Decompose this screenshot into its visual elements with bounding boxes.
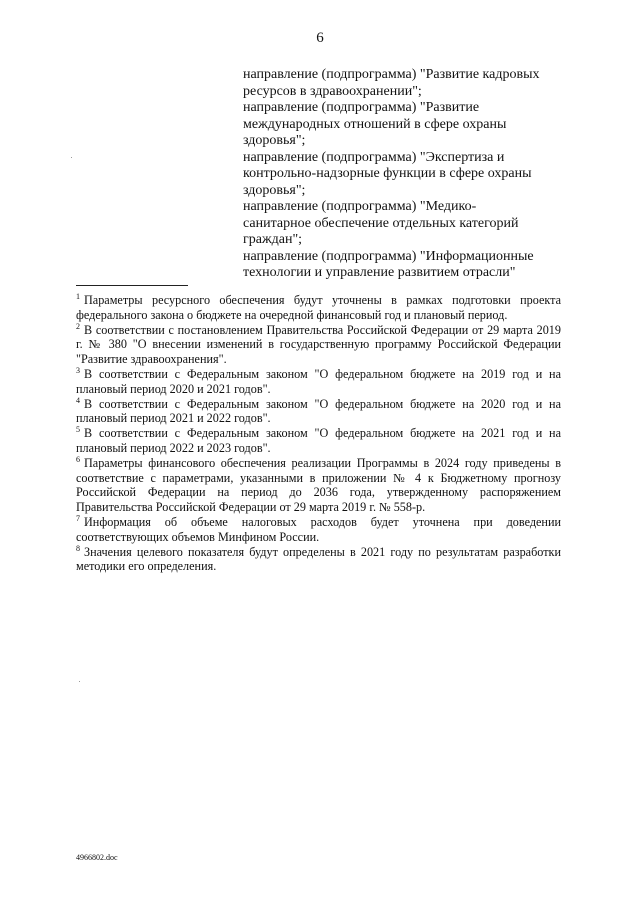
footnote-mark: 3 [76, 365, 80, 375]
subprogram-item: направление (подпрограмма) "Экспертиза и контрольно-надзорные функции в сфере охраны здоровья"; [243, 149, 532, 198]
footnotes-section [76, 293, 561, 574]
footnote [76, 367, 561, 397]
footnote [76, 323, 561, 367]
scan-speck [79, 681, 80, 682]
footnote-text: В соответствии с Федеральным законом "О федеральном бюджете на 2021 год и на плановый период 2022 и 2023 годов". [76, 426, 561, 455]
footnote [76, 545, 561, 575]
footnote-text: В соответствии с Федеральным законом "О федеральном бюджете на 2020 год и на плановый период 2021 и 2022 годов". [76, 396, 561, 426]
footnote-separator [76, 285, 188, 286]
footnote-text: Параметры ресурсного обеспечения будут уточнены в рамках подготовки проекта федерального закона о бюджете на очередной финансовый год и плановый период. [76, 293, 561, 322]
footnote-text: Информация об объеме налоговых расходов будет уточнена при доведении соответствующих объемов Минфином России. [76, 514, 561, 544]
document-filename: 4966802.doc [76, 853, 118, 862]
subprogram-item: направление (подпрограмма) "Развитие международных отношений в сфере охраны здоровья"; [243, 100, 507, 148]
footnote [76, 456, 561, 515]
footnote [76, 515, 561, 545]
subprogram-item: направление (подпрограмма) "Развитие кадровых ресурсов в здравоохранении"; [243, 67, 540, 99]
footnote-text: В соответствии с Федеральным законом "О федеральном бюджете на 2019 год и на плановый период 2020 и 2021 годов". [76, 366, 561, 396]
footnote-mark: 8 [76, 543, 80, 553]
footnote-text: Значения целевого показателя будут определены в 2021 году по результатам разработки методики его определения. [76, 544, 561, 574]
scan-speck [71, 157, 72, 158]
subprogram-list [243, 67, 543, 282]
footnote [76, 293, 561, 323]
footnote-mark: 5 [76, 425, 80, 435]
footnote-mark: 4 [76, 395, 80, 405]
footnote [76, 426, 561, 456]
footnote [76, 397, 561, 427]
footnote-mark: 1 [76, 292, 80, 301]
page-number: 6 [316, 30, 324, 46]
footnote-mark: 6 [76, 454, 80, 464]
footnote-text: В соответствии с постановлением Правительства Российской Федерации от 29 марта 2019 г. № 380 "О внесении изменений в государственную программу Российской Федерации "Развитие здравоохранения". [76, 322, 561, 367]
footnote-mark: 2 [76, 321, 80, 331]
subprogram-item: направление (подпрограмма) "Информационные технологии и управление развитием отрасли" [243, 248, 534, 280]
footnote-mark: 7 [76, 513, 80, 523]
footnote-text: Параметры финансового обеспечения реализации Программы в 2024 году приведены в соответствие с параметрами, указанными в приложении № 4 к Бюджетному прогнозу Российской Федерации на период до 2036 года, утвержденному распоряжением Правительства Российской Федерации от 29 марта 2019 г. № 558-р. [76, 455, 561, 515]
subprogram-item: направление (подпрограмма) "Медико-санитарное обеспечение отдельных категорий граждан"; [243, 199, 519, 247]
